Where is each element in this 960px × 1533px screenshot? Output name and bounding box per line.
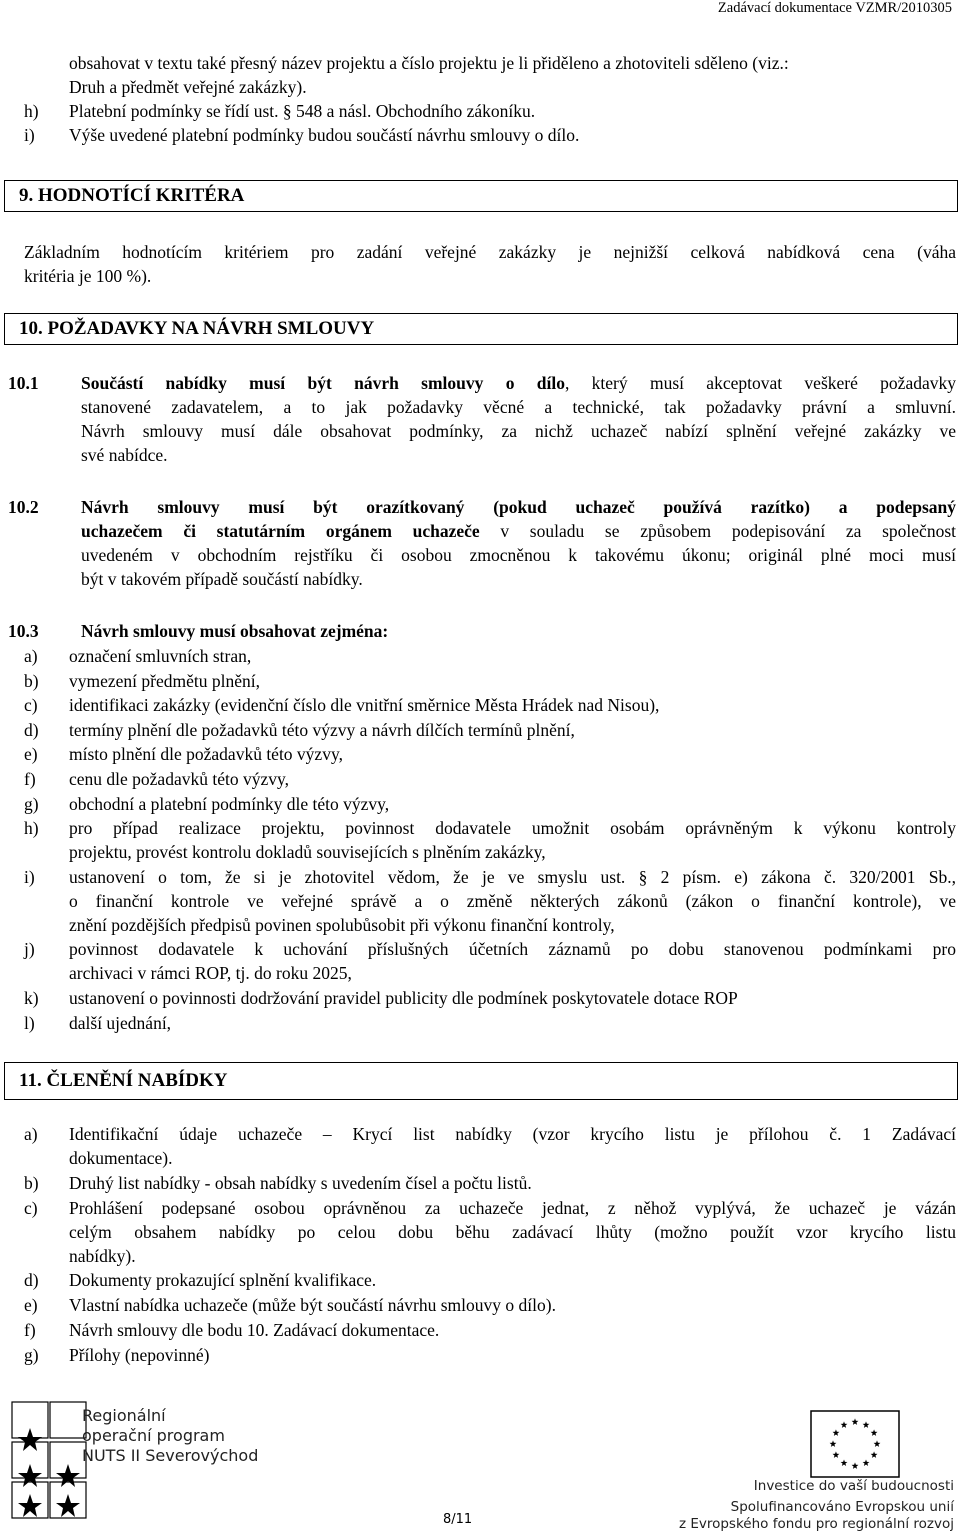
- section-9-text: [24, 240, 956, 288]
- text-line: o finanční kontrole ve veřejné správě a o změně některých zákonů (zákon o finanční kontrole), ve: [69, 890, 956, 911]
- text-line: ustanovení o tom, že si je zhotovitel vědom, že je ve smyslu ust. § 2 písm. e) zákona č. 320/2001 Sb.,: [69, 866, 956, 887]
- list-label: h): [24, 818, 39, 839]
- text-line: Návrh smlouvy dle bodu 10. Zadávací dokumentace.: [69, 1320, 440, 1340]
- text-line: povinnost dodavatele k uchování příslušných účetních záznamů po dobu stanovenou podmínkami pro: [69, 939, 956, 960]
- eu-flag-icon: [810, 1410, 900, 1480]
- list-text: [69, 669, 956, 693]
- paragraph-number: 10.3: [8, 621, 39, 641]
- page-number: 8/11: [443, 1512, 473, 1527]
- text-line: pro případ realizace projektu, povinnost dodavatele umožnit osobám oprávněným k výkonu kontroly: [69, 818, 956, 839]
- running-header: Zadávací dokumentace VZMR/2010305: [717, 0, 952, 16]
- continuation-line-1: obsahovat v textu také přesný název projektu a číslo projektu je li přiděleno a zhotoviteli sděleno (viz.:: [69, 53, 789, 73]
- text-line: znění pozdějších předpisů povinen spolubůsobit při výkonu finanční kontroly,: [69, 914, 615, 935]
- text-line: Dokumenty prokazující splnění kvalifikace.: [69, 1270, 377, 1291]
- list-text: [69, 1122, 956, 1170]
- list-text: [69, 1293, 956, 1317]
- text-line: své nabídce.: [81, 445, 168, 465]
- eu-line-2: Spolufinancováno Evropskou unií: [730, 1499, 954, 1515]
- paragraph-title: Návrh smlouvy musí obsahovat zejména:: [81, 621, 389, 641]
- rop-logo: [10, 1400, 280, 1525]
- list-label: f): [24, 1320, 36, 1340]
- list-text: [69, 1318, 956, 1342]
- text-line: nabídky).: [69, 1245, 136, 1266]
- list-label: b): [24, 1172, 39, 1193]
- text-line: [81, 519, 956, 543]
- list-label: a): [24, 1124, 38, 1144]
- list-label: h): [24, 101, 39, 121]
- text-line: projektu, provést kontrolu dokladů souvisejících s plněním zakázky,: [69, 842, 546, 863]
- text-line: Přílohy (nepovinné): [69, 1344, 210, 1365]
- rop-line-3: NUTS II Severovýchod: [82, 1446, 259, 1465]
- bold-text: Součástí nabídky musí být návrh smlouvy o dílo: [81, 373, 565, 393]
- text-line: uvedeném v obchodním rejstříku či osobou zmocněnou k takovému úkonu; originál plné moci musí: [81, 545, 956, 565]
- text-line: vymezení předmětu plnění,: [69, 670, 260, 691]
- section-9-heading: 9. HODNOTÍCÍ KRITÉRA: [19, 185, 245, 206]
- list-label: i): [24, 866, 35, 887]
- section-10-heading-box: [4, 313, 958, 345]
- list-label: a): [24, 646, 38, 666]
- text-line: další ujednání,: [69, 1012, 172, 1033]
- text-line: obchodní a platební podmínky dle této výzvy,: [69, 793, 390, 814]
- text-span: , který musí akceptovat veškeré požadavky: [564, 373, 956, 393]
- list-label: j): [24, 939, 35, 960]
- list-label: c): [24, 1197, 38, 1218]
- text-line: místo plnění dle požadavků této výzvy,: [69, 744, 343, 765]
- text-line: Prohlášení podepsané osobou oprávněnou za uchazeče jednat, z něhož vyplývá, že uchazeč je vázán: [69, 1197, 956, 1218]
- text-line: být v takovém případě součástí nabídky.: [81, 569, 363, 589]
- text-line: Návrh smlouvy musí dále obsahovat podmínky, za nichž uchazeč nabízí splnění veřejné zakázky ve: [81, 421, 956, 441]
- list-text: [69, 1011, 956, 1035]
- list-text: [69, 742, 956, 766]
- list-label: g): [24, 793, 39, 814]
- text-line: dokumentace).: [69, 1148, 173, 1168]
- rop-line-1: Regionální: [82, 1406, 166, 1425]
- section-11-heading: 11. ČLENĚNÍ NABÍDKY: [19, 1070, 228, 1091]
- list-label: c): [24, 695, 38, 716]
- text-line: stanovené zadavatelem, a to jak požadavky věcné a technické, tak požadavky právní a smluvní.: [81, 397, 956, 417]
- list-text: [69, 693, 956, 717]
- list-text: Platební podmínky se řídí ust. § 548 a násl. Obchodního zákoníku.: [69, 101, 536, 121]
- list-text: Výše uvedené platební podmínky budou součástí návrhu smlouvy o dílo.: [69, 125, 580, 145]
- paragraph-number: 10.1: [8, 373, 39, 393]
- text-line: Druhý list nabídky - obsah nabídky s uvedením čísel a počtu listů.: [69, 1172, 532, 1193]
- text-line: termíny plnění dle požadavků této výzvy a návrh dílčích termínů plnění,: [69, 719, 575, 740]
- section-9-heading-box: [4, 180, 958, 212]
- list-label: e): [24, 744, 38, 765]
- list-label: l): [24, 1012, 35, 1033]
- list-label: d): [24, 719, 39, 740]
- text-line: archivaci v rámci ROP, tj. do roku 2025,: [69, 963, 352, 984]
- eu-line-3: z Evropského fondu pro regionální rozvoj: [678, 1516, 954, 1532]
- list-text: [69, 644, 956, 668]
- bold-text: uchazečem či statutárním orgánem uchazeče: [81, 521, 480, 541]
- list-text: [69, 1343, 956, 1367]
- eu-logo: [640, 1400, 958, 1532]
- text-line: Vlastní nabídka uchazeče (může být součástí návrhu smlouvy o dílo).: [69, 1295, 556, 1316]
- text-line: [81, 371, 956, 395]
- list-label: g): [24, 1344, 39, 1365]
- list-text: [69, 1171, 956, 1195]
- list-text: [69, 1196, 956, 1268]
- section-11-heading-box: [4, 1062, 958, 1100]
- list-label: f): [24, 769, 36, 789]
- text-line: Návrh smlouvy musí být orazítkovaný (pokud uchazeč používá razítko) a podepsaný: [81, 497, 956, 517]
- list-text: [69, 767, 956, 791]
- list-label: e): [24, 1295, 38, 1316]
- list-text: [69, 865, 956, 937]
- list-label: i): [24, 125, 35, 145]
- eu-line-1: Investice do vaší budoucnosti: [753, 1478, 954, 1494]
- text-line: identifikaci zakázky (evidenční číslo dle vnitřní směrnice Města Hrádek nad Nisou),: [69, 695, 660, 716]
- text-line: ustanovení o povinnosti dodržování pravidel publicity dle podmínek poskytovatele dotace ROP: [69, 988, 738, 1008]
- list-label: d): [24, 1270, 39, 1291]
- list-text: [69, 1268, 956, 1292]
- text-line: označení smluvních stran,: [69, 646, 252, 666]
- paragraph-number: 10.2: [8, 497, 39, 517]
- list-text: [69, 718, 956, 742]
- list-label: k): [24, 988, 39, 1008]
- list-text: [69, 816, 956, 864]
- list-label: b): [24, 670, 39, 691]
- text-line: kritéria je 100 %).: [24, 266, 152, 286]
- text-line: Identifikační údaje uchazeče – Krycí list nabídky (vzor krycího listu je přílohou č. 1 Zadávací: [69, 1124, 956, 1144]
- text-line: Základním hodnotícím kritériem pro zadání veřejné zakázky je nejnižší celková nabídková cena (váha: [24, 242, 956, 262]
- list-text: [69, 986, 956, 1010]
- text-span: v souladu se způsobem podepisování za společnost: [479, 521, 956, 541]
- list-text: [69, 792, 956, 816]
- rop-stars-icon: [10, 1400, 90, 1525]
- list-text: [69, 937, 956, 985]
- continuation-line-2: Druh a předmět veřejné zakázky).: [69, 77, 307, 97]
- rop-line-2: operační program: [82, 1426, 225, 1445]
- section-10-heading: 10. POŽADAVKY NA NÁVRH SMLOUVY: [19, 318, 375, 339]
- text-line: cenu dle požadavků této výzvy,: [69, 769, 289, 789]
- text-line: celým obsahem nabídky po celou dobu běhu zadávací lhůty (možno použít vzor krycího listu: [69, 1221, 956, 1242]
